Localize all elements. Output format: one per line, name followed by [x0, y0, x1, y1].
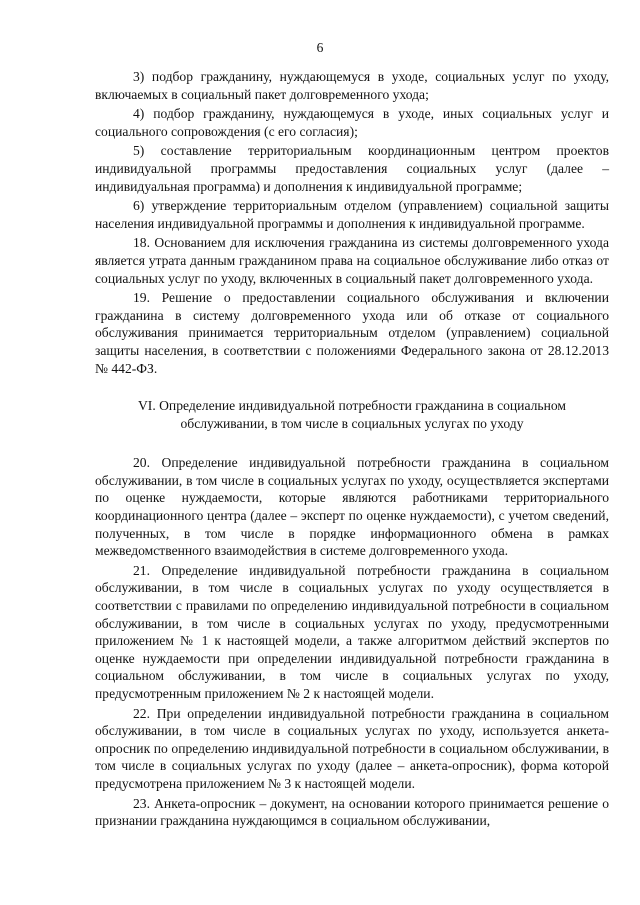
paragraph-item-5: 5) составление территориальным координационным центром проектов индивидуальной программы предоставления социальных услуг (далее – индивидуальная программа) и дополнения к индивидуальной программе;	[95, 143, 609, 194]
paragraph-item-3: 3) подбор гражданину, нуждающемуся в уходе, социальных услуг по уходу, включаемых в социальный пакет долговременного ухода;	[95, 69, 609, 102]
document-body	[95, 68, 609, 830]
paragraph-20: 20. Определение индивидуальной потребности гражданина в социальном обслуживании, в том числе в социальных услугах по уходу, осуществляется экспертами по оценке нуждаемости, которые являются работниками территориального координационного центра (далее – эксперт по оценке нуждаемости), с учетом сведений, полученных, в том числе в порядке информационного обмена в рамках межведомственного взаимодействия в системе долговременного ухода.	[95, 455, 609, 559]
paragraph-22: 22. При определении индивидуальной потребности гражданина в социальном обслуживании, в том числе в социальных услугах по уходу, используется анкета-опросник по определению индивидуальной потребности в социальном обслуживании, в том числе в социальных услугах по уходу (далее – анкета-опросник), форма которой предусмотрена приложением № 3 к настоящей модели.	[95, 705, 609, 791]
paragraph-item-6: 6) утверждение территориальным отделом (управлением) социальной защиты населения индивидуальной программы и дополнения к индивидуальной программе.	[95, 198, 609, 231]
page-number: 6	[316, 40, 324, 55]
paragraph-21: 21. Определение индивидуальной потребности гражданина в социальном обслуживании, в том числе в социальных услугах по уходу осуществляется в соответствии с правилами по определению индивидуальной потребности в социальном обслуживании, в том числе в социальных услугах по уходу, предусмотренными приложением № 1 к настоящей модели, а также алгоритмом действий экспертов по оценке нуждаемости при определении индивидуальной потребности гражданина в социальном обслуживании, в том числе в социальных услугах по уходу, предусмотренным приложением № 2 к настоящей модели.	[95, 562, 609, 701]
paragraph-18: 18. Основанием для исключения гражданина из системы долговременного ухода является утрата данным гражданином права на социальное обслуживание либо отказ от социальных услуг по уходу, включенных в социальный пакет долговременного ухода.	[95, 235, 609, 286]
paragraph-item-4: 4) подбор гражданину, нуждающемуся в уходе, иных социальных услуг и социального сопровождения (с его согласия);	[95, 106, 609, 139]
paragraph-19: 19. Решение о предоставлении социального обслуживания и включении гражданина в систему долговременного ухода или об отказе от социального обслуживания принимается территориальным отделом (управлением) социальной защиты населения, в соответствии с положениями Федерального закона от 28.12.2013 № 442-ФЗ.	[95, 290, 609, 376]
paragraph-23: 23. Анкета-опросник – документ, на основании которого принимается решение о признании гражданина нуждающимся в социальном обслуживании,	[95, 795, 609, 829]
section-heading: VI. Определение индивидуальной потребности гражданина в социальном обслуживании, в том числе в социальных услугах по уходу	[137, 398, 567, 431]
